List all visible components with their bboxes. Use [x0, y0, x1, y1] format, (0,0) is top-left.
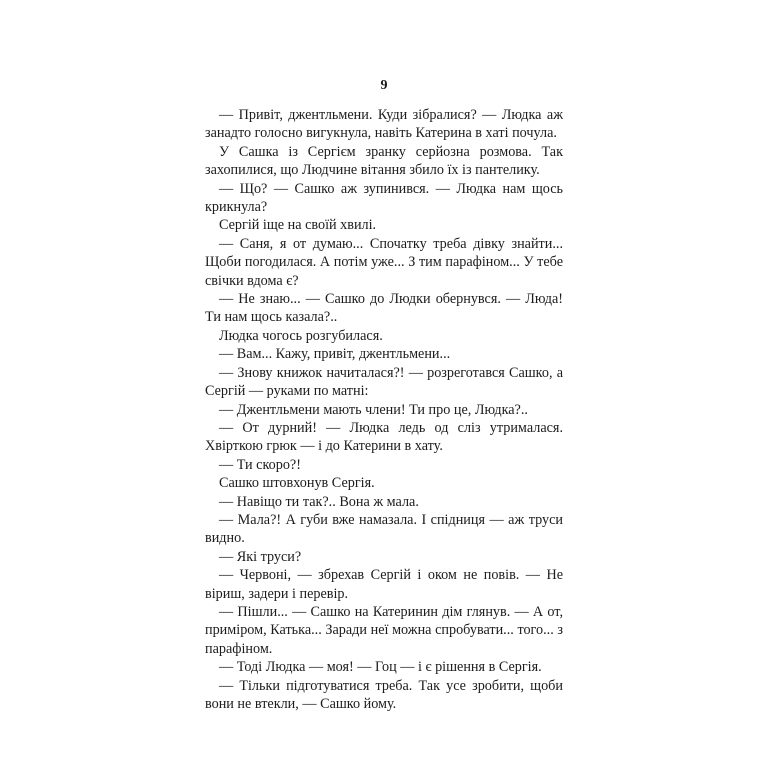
paragraph: Сергій іще на своїй хвилі. [219, 217, 377, 234]
paragraph: — Навіщо ти так?.. Вона ж мала. [219, 493, 419, 510]
paragraph: — Знову книжок начиталася?! — розреготався Сашко, а Сергій — руками по матні: [205, 364, 563, 400]
paragraph: — Червоні, — збрехав Сергій і оком не повів. — Не віриш, задери і перевір. [205, 567, 563, 602]
paragraph: У Сашка із Сергієм зранку серйозна розмова. Так захопилися, що Людчине вітання збило їх із пантелику. [205, 143, 563, 179]
paragraph: — Пішли... — Сашко на Катеринин дім глянув. — А от, приміром, Катька... Заради неї можна спробувати... того... з парафіном. [205, 603, 563, 657]
paragraph: Людка чогось розгубилася. [219, 327, 383, 344]
paragraph: — Що? — Сашко аж зупинився. — Людка нам щось крикнула? [205, 180, 563, 216]
paragraph: — Вам... Кажу, привіт, джентльмени... [219, 346, 451, 363]
paragraph: — Не знаю... — Сашко до Людки обернувся. — Люда! Ти нам щось казала?.. [205, 291, 563, 326]
page-number: 9 [380, 78, 388, 93]
paragraph: — Саня, я от думаю... Спочатку треба дівку знайти... Щоби погодилася. А потім уже... З тим парафіном... У тебе свічки вдома є? [205, 235, 563, 289]
paragraph: Сашко штовхонув Сергія. [219, 475, 375, 492]
body-text [205, 106, 563, 713]
paragraph: — Мала?! А губи вже намазала. І спідниця — аж труси видно. [205, 511, 563, 547]
paragraph: — Тільки підготуватися треба. Так усе зробити, щоби вони не втекли, — Сашко йому. [205, 677, 563, 712]
paragraph: — Які труси? [219, 548, 302, 565]
paragraph: — Тоді Людка — моя! — Гоц — і є рішення в Сергія. [219, 659, 542, 676]
paragraph: — Привіт, джентльмени. Куди зібралися? — Людка аж занадто голосно вигукнула, навіть Катерина в хаті почула. [205, 107, 563, 142]
paragraph: — Джентльмени мають члени! Ти про це, Людка?.. [219, 401, 528, 418]
paragraph: — Ти скоро?! [219, 456, 301, 473]
paragraph: — От дурний! — Людка ледь од сліз утрималася. Хвірткою грюк — і до Катерини в хату. [205, 419, 563, 455]
